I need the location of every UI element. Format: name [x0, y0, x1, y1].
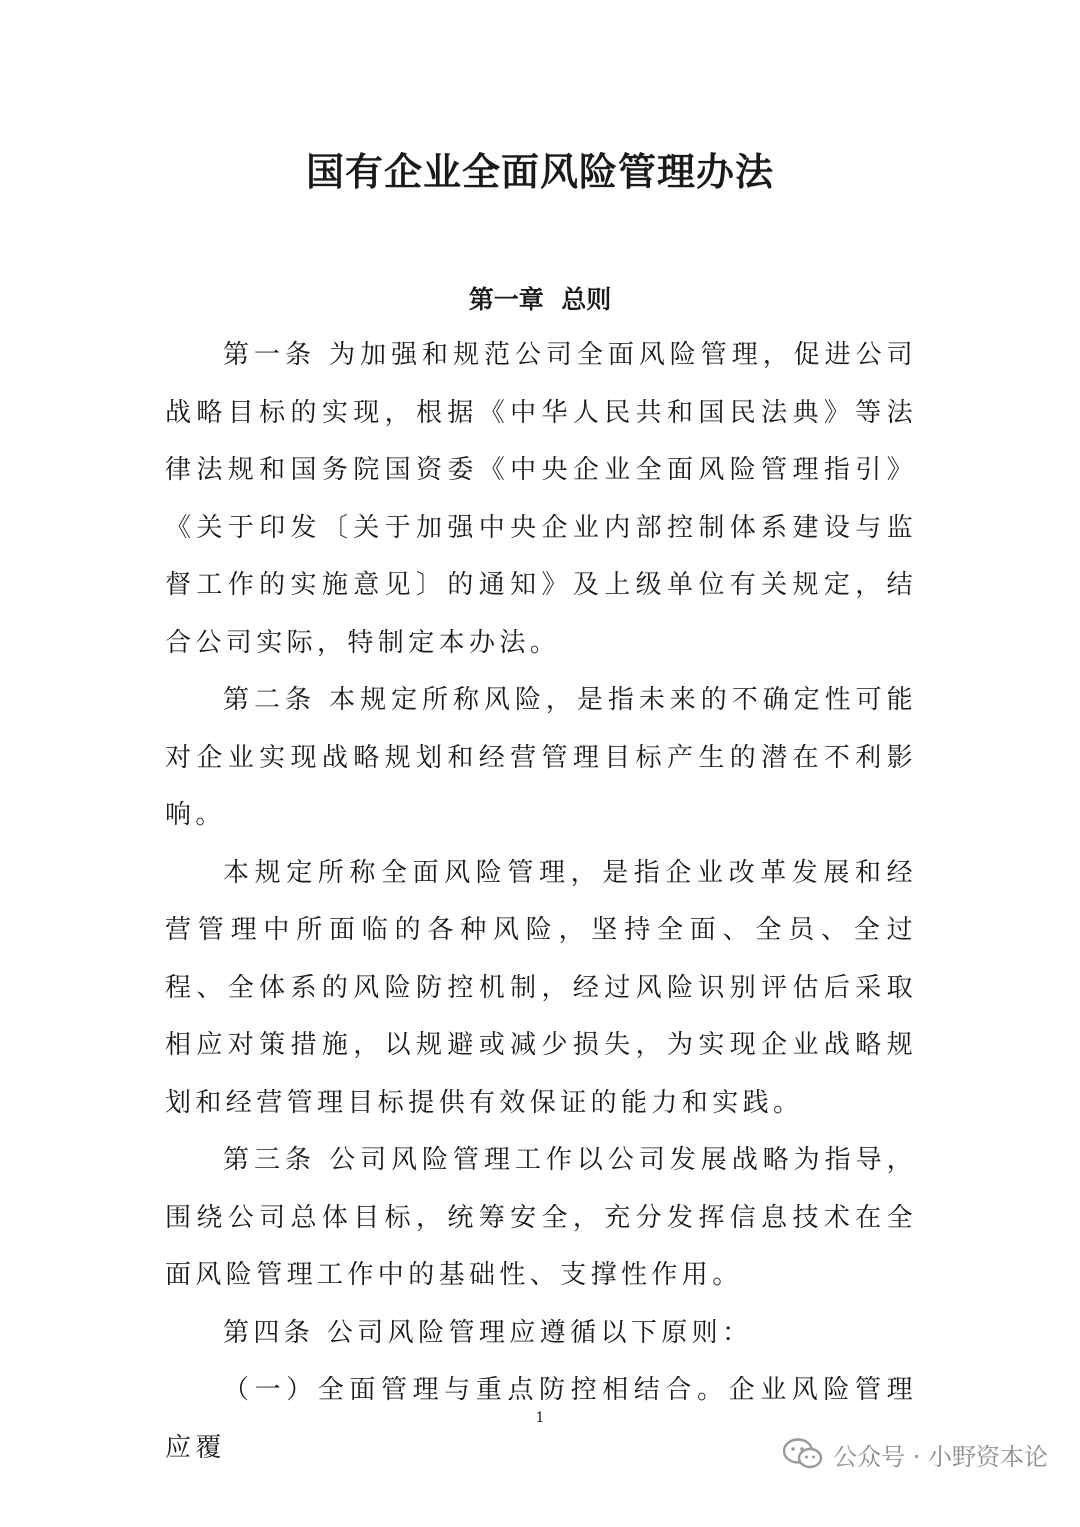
principle-1-paragraph: （一）全面管理与重点防控相结合。企业风险管理应覆: [165, 1375, 917, 1463]
article-1-paragraph: 第一条 为加强和规范公司全面风险管理，促进公司战略目标的实现，根据《中华人民共和国民法典》等法律法规和国务院国资委《中央企业全面风险管理指引》《关于印发〔关于加强中央企业内部控制体系建设与监督工作的实施意见〕的通知》及上级单位有关规定，结合公司实际，特制定本办法。: [165, 340, 917, 658]
watermark-text: 公众号 · 小野资本论: [833, 1442, 1048, 1471]
document-body: [165, 327, 917, 1477]
article-2-paragraph: 第二条 本规定所称风险，是指未来的不确定性可能对企业实现战略规划和经营管理目标产生的潜在不利影响。: [165, 685, 917, 830]
page-number: 1: [535, 1410, 545, 1426]
account-watermark: [783, 1430, 1048, 1478]
wechat-icon: [783, 1438, 823, 1470]
article-3-paragraph: 第三条 公司风险管理工作以公司发展战略为指导，围绕公司总体目标，统筹安全，充分发挥信息技术在全面风险管理工作中的基础性、支撑性作用。: [165, 1145, 917, 1290]
chapter-heading: 第一章 总则: [468, 285, 612, 314]
article-4-paragraph: 第四条 公司风险管理应遵循以下原则：: [223, 1317, 753, 1348]
page-title: 国有企业全面风险管理办法: [305, 150, 774, 194]
definition-paragraph: 本规定所称全面风险管理，是指企业改革发展和经营管理中所面临的各种风险，坚持全面、全员、全过程、全体系的风险防控机制，经过风险识别评估后采取相应对策措施，以规避或减少损失，为实现企业战略规划和经营管理目标提供有效保证的能力和实践。: [165, 857, 917, 1118]
